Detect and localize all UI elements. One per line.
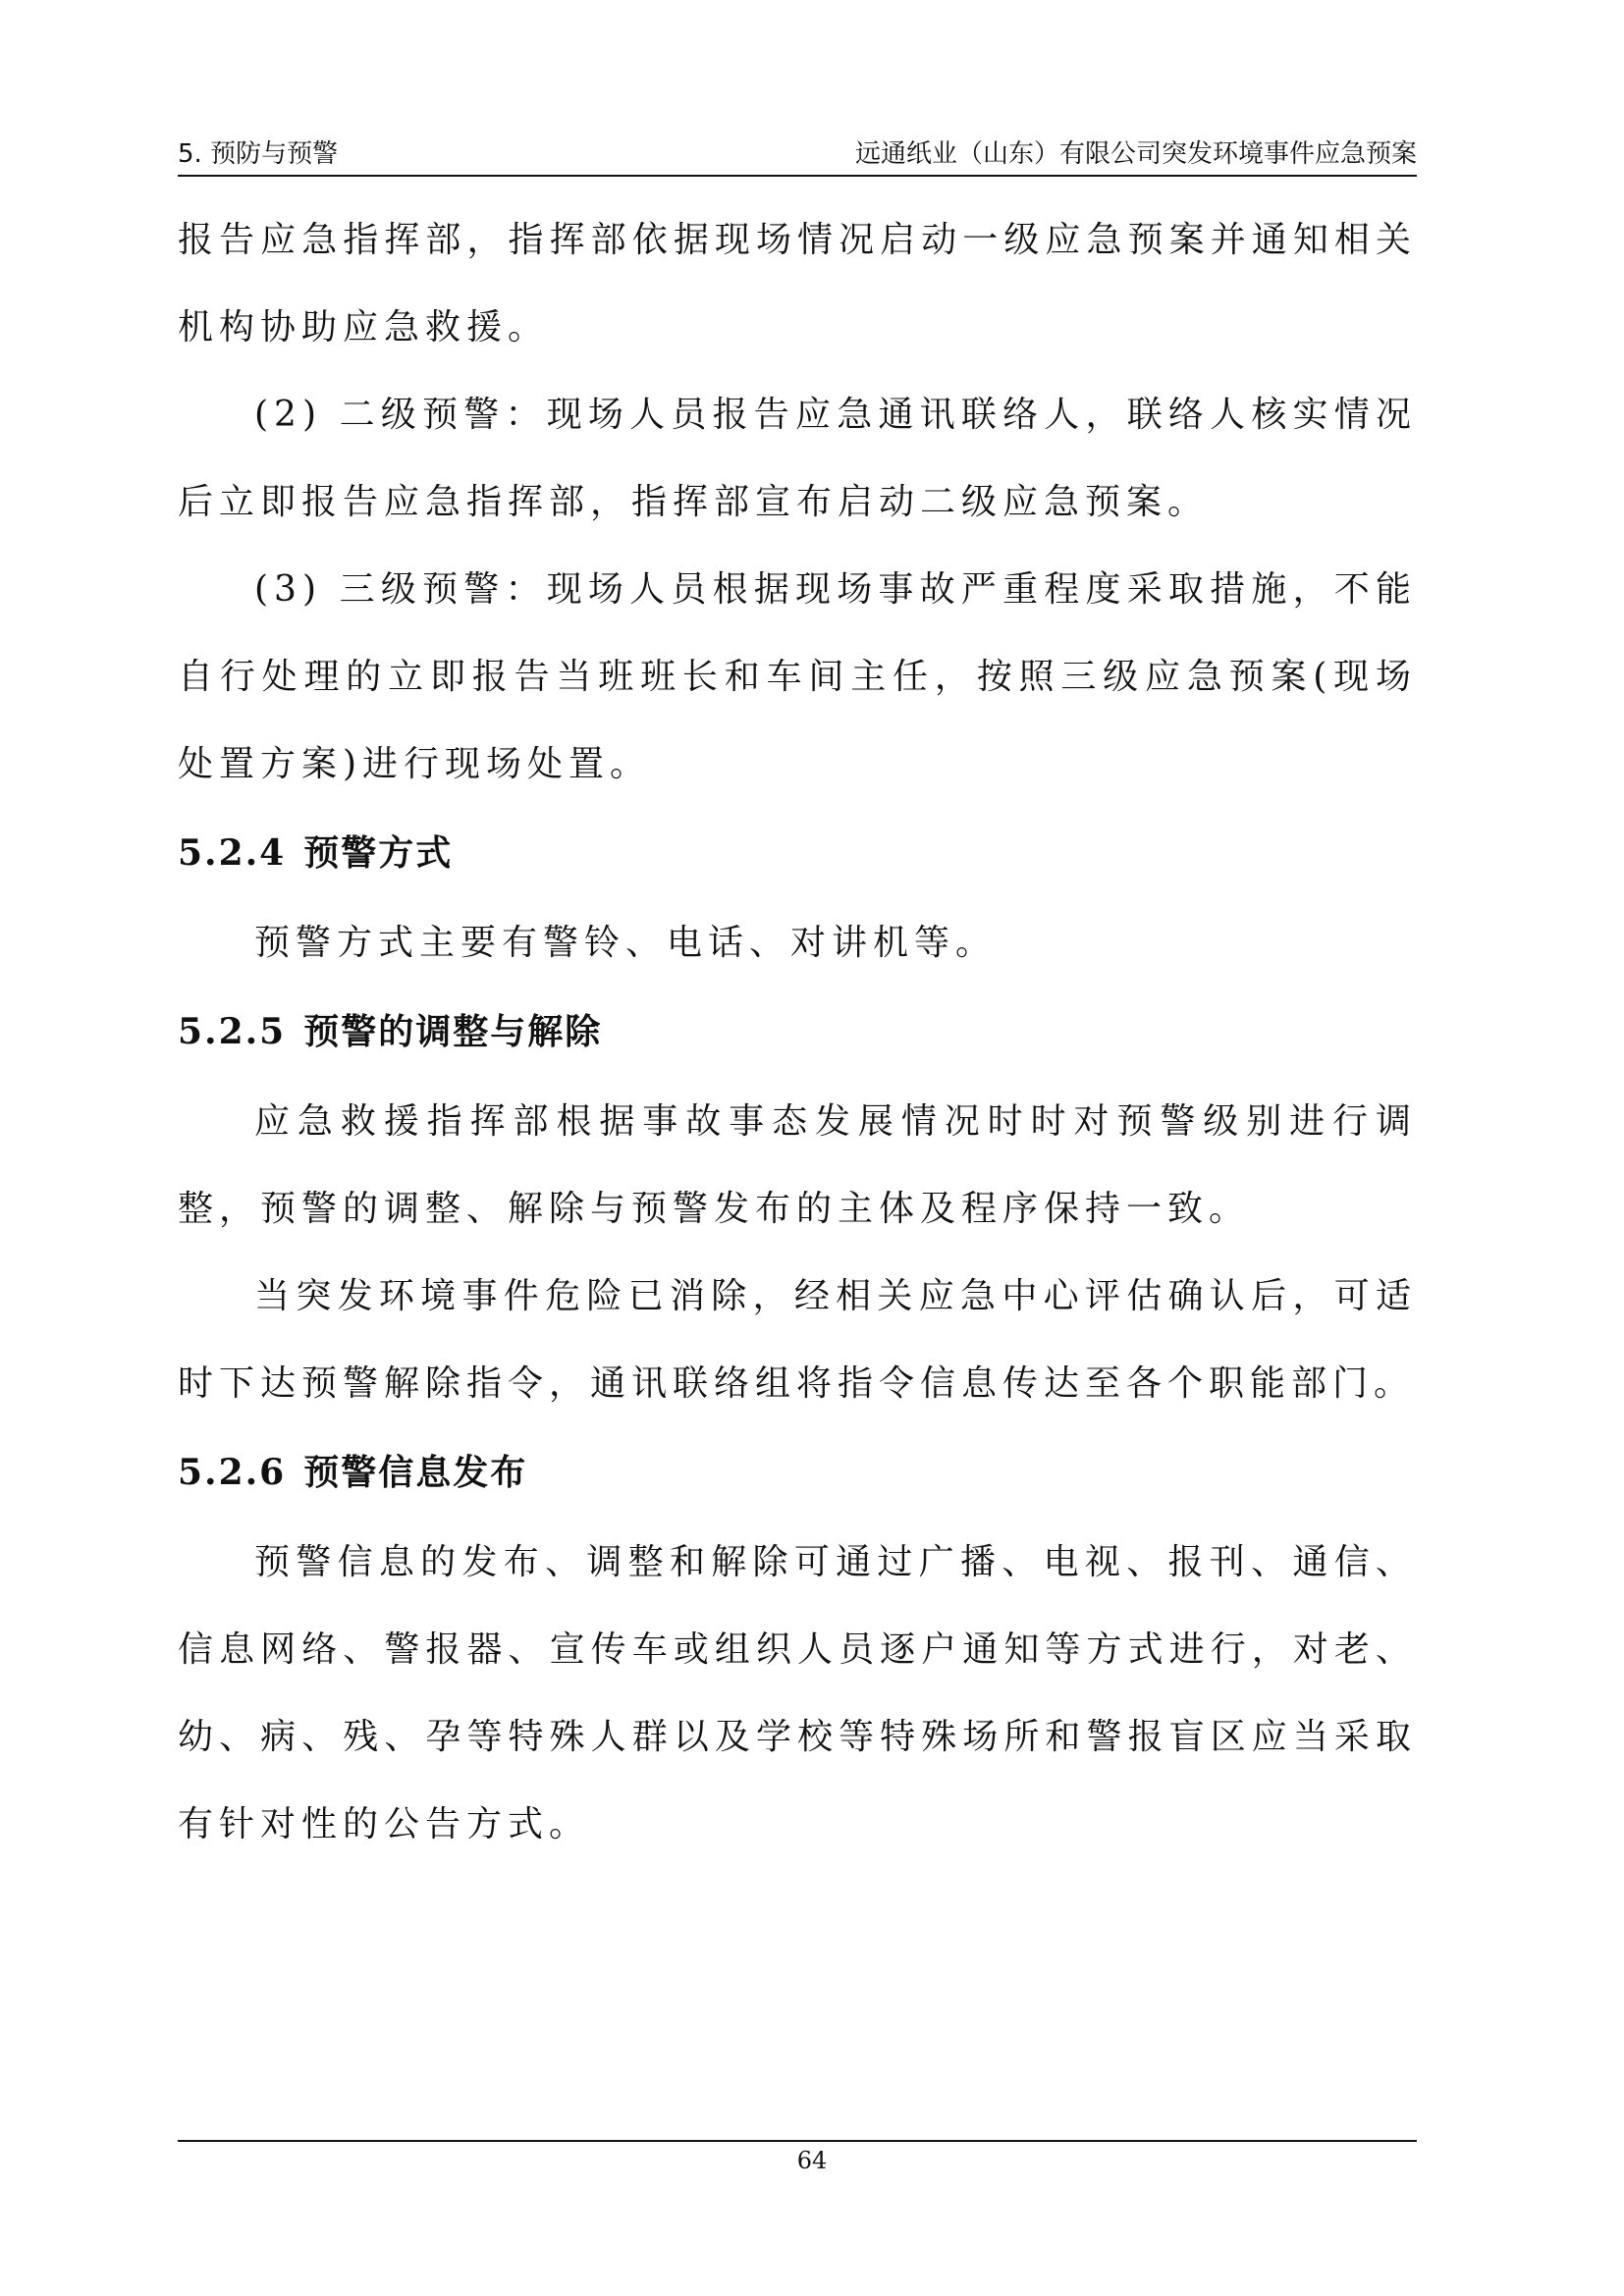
section-title: 预警方式 — [303, 833, 454, 874]
section-number: 5.2.5 — [178, 1011, 287, 1052]
paragraph-warning-release: 当突发环境事件危险已消除，经相关应急中心评估确认后，可适时下达预警解除指令，通讯联络组将指令信息传达至各个职能部门。 — [178, 1276, 1417, 1404]
header-section: 5. 预防与预警 — [178, 139, 339, 169]
paragraph-level2-warning: (2) 二级预警：现场人员报告应急通讯联络人，联络人核实情况后立即报告应急指挥部，指挥部宣布启动二级应急预案。 — [178, 395, 1417, 522]
section-number: 5.2.6 — [178, 1452, 287, 1493]
section-heading-5-2-4 — [178, 808, 1417, 899]
page-content — [178, 196, 1417, 1868]
section-heading-5-2-6 — [178, 1427, 1417, 1519]
section-title: 预警的调整与解除 — [303, 1012, 603, 1052]
section-title: 预警信息发布 — [303, 1453, 528, 1493]
page-number: 64 — [796, 2147, 828, 2174]
section-number: 5.2.4 — [178, 832, 287, 874]
page-header — [178, 137, 1417, 175]
paragraph-level1-continued: 报告应急指挥部，指挥部依据现场情况启动一级应急预案并通知相关机构协助应急救援。 — [178, 220, 1417, 347]
paragraph-warning-methods: 预警方式主要有警铃、电话、对讲机等。 — [254, 923, 998, 963]
header-document-title: 远通纸业（山东）有限公司突发环境事件应急预案 — [854, 139, 1417, 169]
header-rule — [178, 175, 1417, 177]
section-heading-5-2-5 — [178, 987, 1417, 1078]
paragraph-level3-warning: (3) 三级预警：现场人员根据现场事故严重程度采取措施，不能自行处理的立即报告当班班长和车间主任，按照三级应急预案(现场处置方案)进行现场处置。 — [178, 569, 1417, 784]
paragraph-warning-adjustment: 应急救援指挥部根据事故事态发展情况时时对预警级别进行调整，预警的调整、解除与预警发布的主体及程序保持一致。 — [178, 1101, 1417, 1229]
paragraph-warning-publication: 预警信息的发布、调整和解除可通过广播、电视、报刊、通信、信息网络、警报器、宣传车或组织人员逐户通知等方式进行，对老、幼、病、残、孕等特殊人群以及学校等特殊场所和警报盲区应当采取有针对性的公告方式。 — [178, 1542, 1417, 1844]
footer-rule — [178, 2140, 1417, 2142]
